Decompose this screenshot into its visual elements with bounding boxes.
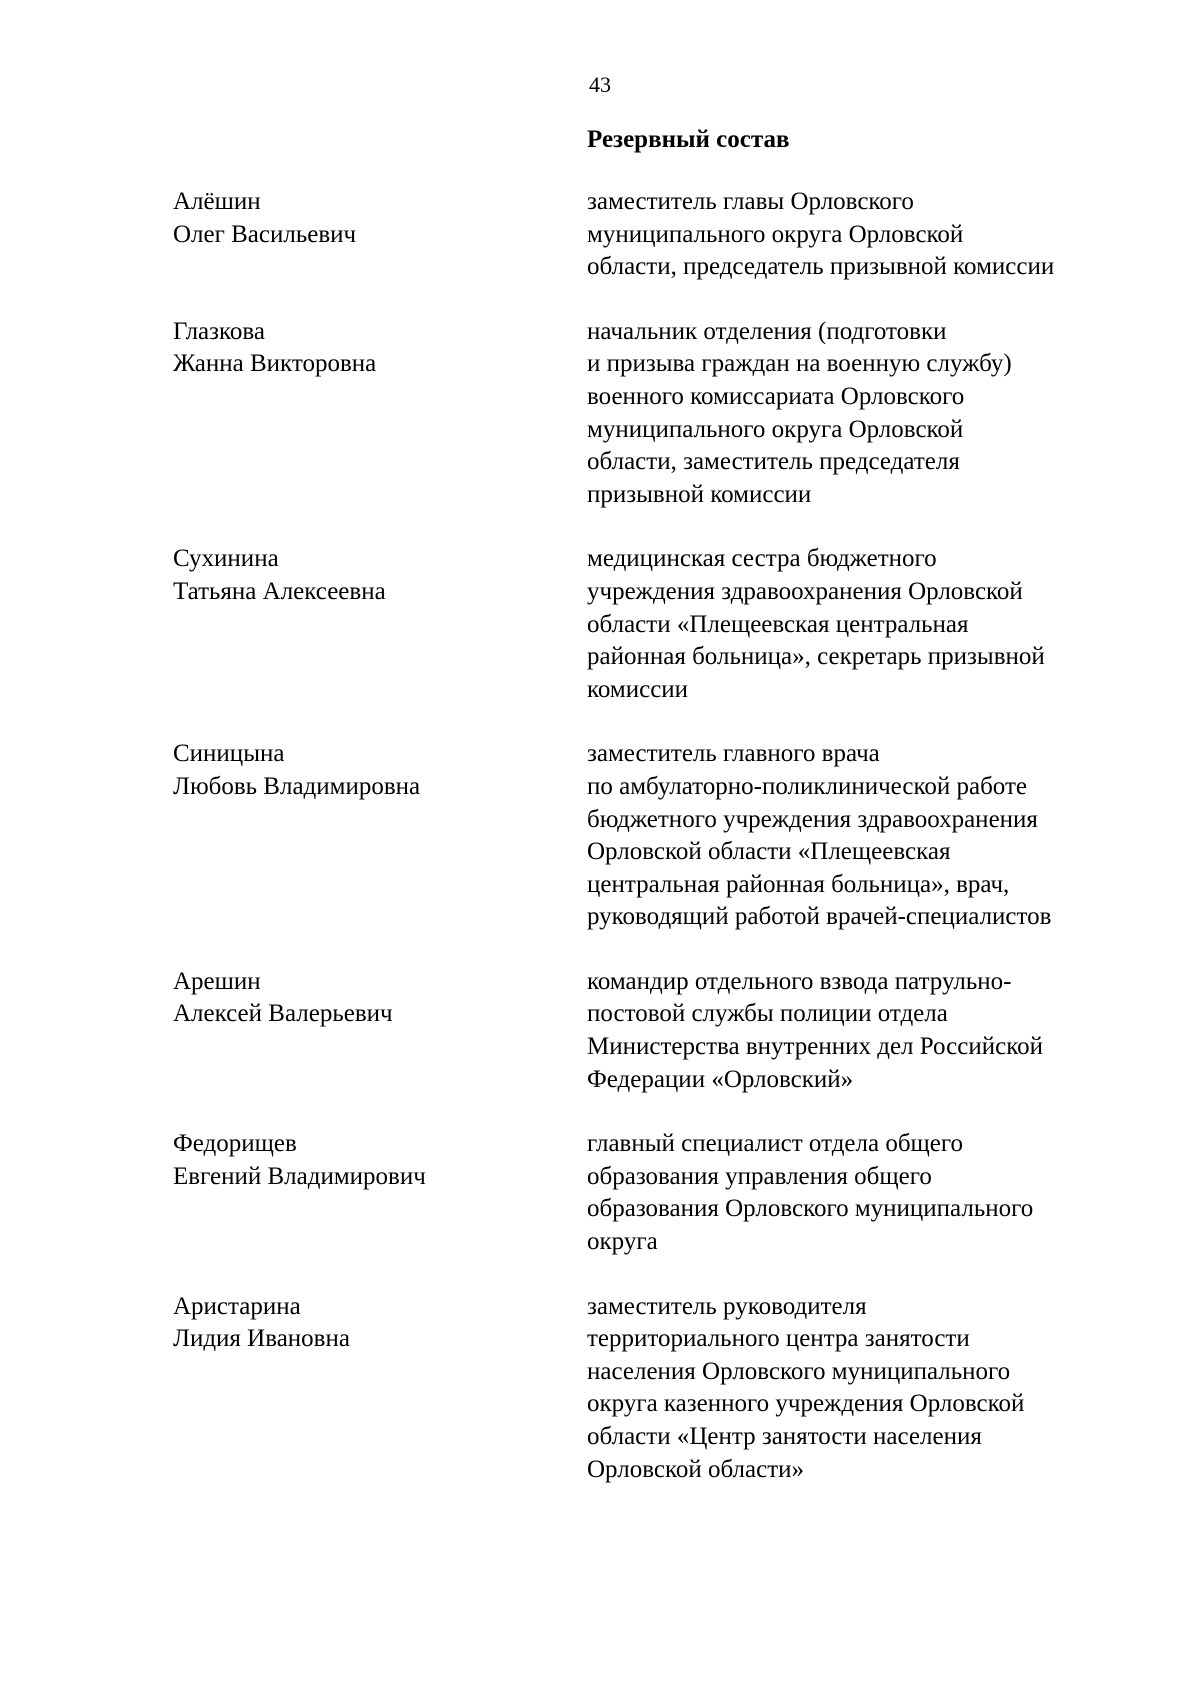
member-entry bbox=[0, 738, 1200, 934]
member-given-names: Жанна Викторовна bbox=[173, 350, 377, 378]
role-line: Федерации «Орловский» bbox=[587, 1065, 854, 1093]
member-surname: Глазкова bbox=[173, 317, 265, 345]
role-line: по амбулаторно-поликлинической работе bbox=[587, 772, 1028, 800]
member-entry bbox=[0, 186, 1200, 284]
role-line: заместитель главы Орловского bbox=[587, 188, 914, 215]
role-line: Орловской области «Плещеевская bbox=[587, 838, 951, 866]
member-given-names: Лидия Ивановна bbox=[173, 1325, 350, 1353]
role-line: бюджетного учреждения здравоохранения bbox=[587, 805, 1038, 833]
member-name bbox=[173, 966, 587, 1096]
role-line: области, заместитель председателя bbox=[587, 448, 960, 476]
member-entry bbox=[0, 316, 1200, 512]
member-entry bbox=[0, 1128, 1200, 1258]
member-role bbox=[587, 966, 1127, 1096]
role-line: военного комиссариата Орловского bbox=[587, 382, 965, 410]
member-role bbox=[587, 316, 1127, 512]
role-line: постовой службы полиции отдела bbox=[587, 1000, 948, 1028]
member-role bbox=[587, 1128, 1127, 1258]
role-line: муниципального округа Орловской bbox=[587, 415, 964, 443]
role-line: округа казенного учреждения Орловской bbox=[587, 1390, 1025, 1418]
role-line: заместитель руководителя bbox=[587, 1292, 867, 1320]
role-line: области «Плещеевская центральная bbox=[587, 610, 969, 638]
member-surname: Сухинина bbox=[173, 545, 279, 573]
role-line: населения Орловского муниципального bbox=[587, 1357, 1011, 1385]
role-line: округа bbox=[587, 1228, 658, 1256]
member-role bbox=[587, 738, 1127, 934]
member-given-names: Любовь Владимировна bbox=[173, 772, 421, 800]
role-line: Орловской области» bbox=[587, 1455, 805, 1483]
role-line: медицинская сестра бюджетного bbox=[587, 545, 937, 573]
member-name bbox=[173, 316, 587, 512]
role-line: учреждения здравоохранения Орловской bbox=[587, 577, 1023, 605]
member-name bbox=[173, 186, 587, 284]
role-line: руководящий работой врачей-специалистов bbox=[587, 903, 1052, 931]
role-line: Министерства внутренних дел Российской bbox=[587, 1033, 1043, 1061]
member-surname: Аристарина bbox=[173, 1292, 301, 1320]
member-role bbox=[587, 543, 1127, 706]
member-surname: Арешин bbox=[173, 967, 261, 995]
member-entry bbox=[0, 966, 1200, 1096]
role-line: командир отдельного взвода патрульно- bbox=[587, 967, 1012, 995]
role-line: районная больница», секретарь призывной bbox=[587, 643, 1045, 671]
role-line: центральная районная больница», врач, bbox=[587, 870, 1010, 898]
member-given-names: Евгений Владимирович bbox=[173, 1162, 426, 1190]
member-given-names: Олег Васильевич bbox=[173, 220, 357, 248]
member-list bbox=[0, 186, 1200, 1518]
member-entry bbox=[0, 1291, 1200, 1487]
member-surname: Федорищев bbox=[173, 1130, 297, 1158]
role-line: области «Центр занятости населения bbox=[587, 1423, 982, 1450]
role-line: образования Орловского муниципального bbox=[587, 1195, 1034, 1223]
member-role bbox=[587, 1291, 1127, 1487]
role-line: главный специалист отдела общего bbox=[587, 1130, 964, 1158]
role-line: начальник отделения (подготовки bbox=[587, 317, 947, 345]
member-given-names: Алексей Валерьевич bbox=[173, 1000, 393, 1028]
section-title: Резервный состав bbox=[587, 126, 790, 153]
member-name bbox=[173, 1291, 587, 1487]
member-given-names: Татьяна Алексеевна bbox=[173, 577, 386, 605]
role-line: призывной комиссии bbox=[587, 480, 812, 508]
member-surname: Алёшин bbox=[173, 188, 261, 215]
member-surname: Синицына bbox=[173, 740, 285, 768]
role-line: заместитель главного врача bbox=[587, 740, 880, 768]
role-line: образования управления общего bbox=[587, 1162, 932, 1190]
role-line: области, председатель призывной комиссии bbox=[587, 253, 1055, 281]
role-line: комиссии bbox=[587, 675, 689, 703]
member-entry bbox=[0, 543, 1200, 706]
role-line: территориального центра занятости bbox=[587, 1325, 970, 1353]
role-line: муниципального округа Орловской bbox=[587, 220, 964, 248]
role-line: и призыва граждан на военную службу) bbox=[587, 350, 1012, 378]
member-name bbox=[173, 543, 587, 706]
member-name bbox=[173, 738, 587, 934]
member-name bbox=[173, 1128, 587, 1258]
member-role bbox=[587, 186, 1127, 284]
page-number: 43 bbox=[589, 72, 611, 97]
